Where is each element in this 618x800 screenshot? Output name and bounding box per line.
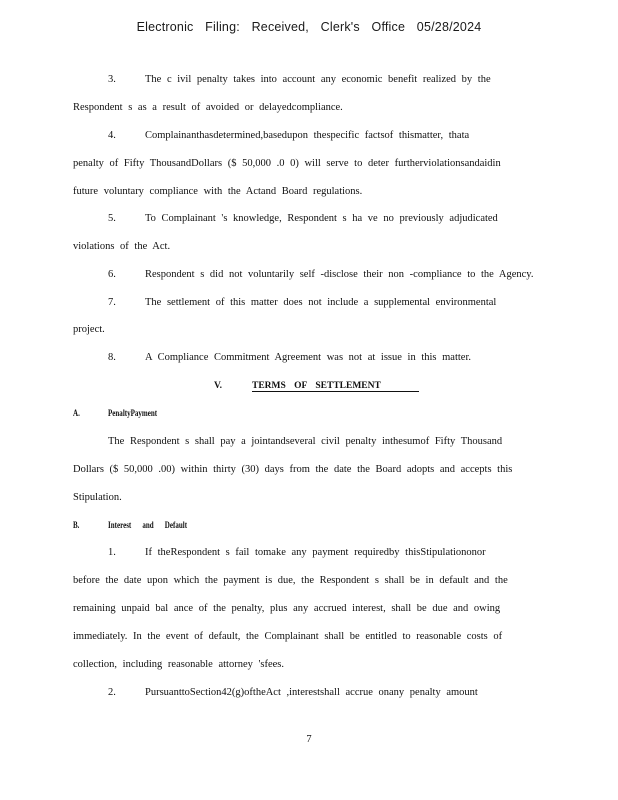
subsection-a-line-2: Dollars ($ 50,000 .00) within thirty (30) days from the date the Board adopts and accepts this — [73, 464, 513, 475]
item-5-line-2: violations of the Act. — [73, 241, 171, 252]
item-3-number: 3. — [108, 74, 116, 85]
efiling-header: Electronic Filing: Received, Clerk's Office 05/28/2024 — [136, 20, 482, 34]
item-4-line-2: penalty of Fifty ThousandDollars ($ 50,000 .0 0) will serve to deter furtherviolationsandaidin — [73, 158, 501, 169]
b-para-1-line-2: before the date upon which the payment is due, the Respondent s shall be in default and the — [73, 575, 508, 586]
item-8-line-1: A Compliance Commitment Agreement was not at issue in this matter. — [145, 352, 471, 363]
item-8-number: 8. — [108, 352, 116, 363]
subsection-a-label: A. — [73, 408, 80, 418]
item-6-number: 6. — [108, 269, 116, 280]
item-5-line-1: To Complainant 's knowledge, Respondent s ha ve no previously adjudicated — [145, 213, 498, 224]
item-3-line-1: The c ivil penalty takes into account any economic benefit realized by the — [145, 74, 491, 85]
b-para-1-line-5: collection, including reasonable attorney 'sfees. — [73, 659, 284, 670]
item-6-line-1: Respondent s did not voluntarily self -disclose their non -compliance to the Agency. — [145, 269, 534, 280]
item-4-line-1: Complainanthasdetermined,basedupon thespecific factsof thismatter, thata — [145, 130, 470, 141]
b-para-1-line-3: remaining unpaid bal ance of the penalty, plus any accrued interest, shall be due and owing — [73, 603, 501, 614]
section-title-text: TERMS OF SETTLEMENT — [252, 381, 419, 392]
section-roman-numeral: V. — [214, 381, 223, 391]
item-4-number: 4. — [108, 130, 116, 141]
b-para-2-line-1: PursuanttoSection42(g)oftheAct ,interestshall accrue onany penalty amount — [145, 687, 478, 698]
section-title — [252, 380, 419, 392]
subsection-b-title: Interest and Default — [108, 520, 188, 530]
item-4-line-3: future voluntary compliance with the Actand Board regulations. — [73, 186, 363, 197]
b-para-1-line-1: If theRespondent s fail tomake any payment requiredby thisStipulationonor — [145, 547, 486, 558]
item-3-line-2: Respondent s as a result of avoided or delayedcompliance. — [73, 102, 343, 113]
page-number: 7 — [306, 734, 312, 745]
b-para-2-number: 2. — [108, 687, 116, 698]
b-para-1-line-4: immediately. In the event of default, the Complainant shall be entitled to reasonable costs of — [73, 631, 503, 642]
item-7-line-1: The settlement of this matter does not include a supplemental environmental — [145, 297, 497, 308]
b-para-1-number: 1. — [108, 547, 116, 558]
item-7-number: 7. — [108, 297, 116, 308]
item-7-line-2: project. — [73, 324, 105, 335]
subsection-a-line-1: The Respondent s shall pay a jointandseveral civil penalty inthesumof Fifty Thousand — [108, 436, 503, 447]
subsection-a-title: PenaltyPayment — [108, 408, 158, 418]
subsection-b-label: B. — [73, 520, 80, 530]
subsection-a-line-3: Stipulation. — [73, 492, 122, 503]
item-5-number: 5. — [108, 213, 116, 224]
